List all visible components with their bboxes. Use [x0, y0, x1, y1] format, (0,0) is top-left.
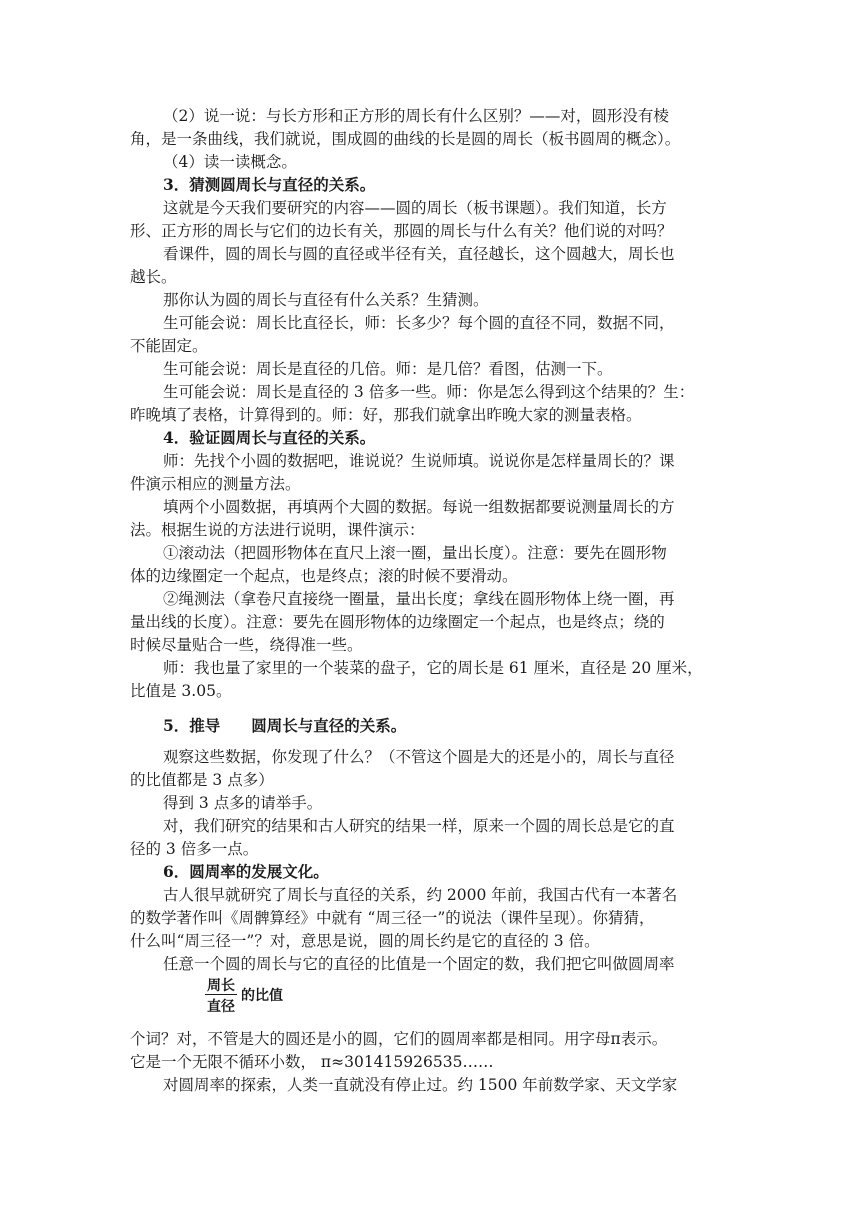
- paragraph-line: 师：我也量了家里的一个装菜的盘子，它的周长是 61 厘米，直径是 20 厘米，: [163, 659, 703, 677]
- paragraph-line: 个词？对，不管是大的圆还是小的圆，它们的圆周率都是相同。用字母π表示。: [130, 1030, 668, 1048]
- paragraph-line: 这就是今天我们要研究的内容——圆的周长（板书课题）。我们知道，长方: [163, 199, 667, 217]
- paragraph-line: 比值是 3.05。: [130, 682, 232, 700]
- paragraph-line: 看课件，圆的周长与圆的直径或半径有关，直径越长，这个圆越大，周长也: [163, 245, 675, 263]
- paragraph-line: （4）读一读概念。: [163, 153, 297, 171]
- section-heading-4: 4．验证圆周长与直径的关系。: [163, 428, 376, 447]
- paragraph-line: 对圆周率的探索，人类一直就没有停止过。约 1500 年前数学家、天文学家: [163, 1076, 678, 1094]
- paragraph-line: 法。根据生说的方法进行说明，课件演示：: [130, 521, 425, 539]
- paragraph-line: 生可能会说：周长是直径的几倍。师：是几倍？看图，估测一下。: [163, 360, 613, 378]
- paragraph-line: 昨晚填了表格，计算得到的。师：好，那我们就拿出昨晚大家的测量表格。: [130, 406, 642, 424]
- paragraph-line: ②绳测法（拿卷尺直接绕一圈量，量出长度；拿线在圆形物体上绕一圈，再: [163, 590, 675, 608]
- paragraph-line: 形、正方形的周长与它们的边长有关，那圆的周长与什么有关？他们说的对吗？: [130, 222, 673, 240]
- paragraph-line: 师：先找个小圆的数据吧，谁说说？生说师填。说说你是怎样量周长的？课: [163, 452, 675, 470]
- paragraph-line: 任意一个圆的周长与它的直径的比值是一个固定的数，我们把它叫做圆周率: [163, 955, 675, 973]
- section-heading-6: 6．圆周率的发展文化。: [163, 862, 329, 881]
- fraction-bar: [205, 994, 237, 995]
- paragraph-line: 角，是一条曲线，我们就说，围成圆的曲线的长是圆的周长（板书圆周的概念）。: [130, 130, 681, 148]
- paragraph-line: 得到 3 点多的请举手。: [163, 794, 323, 812]
- pi-definition-fraction: [205, 975, 295, 1017]
- paragraph-line: 填两个小圆数据，再填两个大圆的数据。每说一组数据都要说测量周长的方: [163, 498, 675, 516]
- paragraph-line: 时候尽量贴合一些，绕得准一些。: [130, 636, 363, 654]
- paragraph-line: 径的 3 倍多一点。: [130, 840, 259, 858]
- paragraph-line: 件演示相应的测量方法。: [130, 475, 301, 493]
- paragraph-line: 越长。: [130, 268, 177, 286]
- paragraph-line: 生可能会说：周长比直径长，师：长多少？每个圆的直径不同，数据不同，: [163, 314, 675, 332]
- paragraph-line: 的数学著作叫《周髀算经》中就有 “周三径一”的说法（课件呈现）。你猜猜，: [130, 909, 655, 927]
- paragraph-line: 生可能会说：周长是直径的 3 倍多一些。师：你是怎么得到这个结果的？生：: [163, 383, 695, 401]
- paragraph-line: 的比值都是 3 点多）: [130, 771, 274, 789]
- paragraph-line: ①滚动法（把圆形物体在直尺上滚一圈，量出长度）。注意：要先在圆形物: [163, 544, 667, 562]
- section-heading-3: 3．猜测圆周长与直径的关系。: [163, 175, 376, 194]
- paragraph-line: 什么叫“周三径一”？对，意思是说，圆的周长约是它的直径的 3 倍。: [130, 932, 600, 950]
- paragraph-line: 不能固定。: [130, 337, 208, 355]
- section-heading-5: 5．推导 圆周长与直径的关系。: [163, 716, 407, 735]
- paragraph-line: 观察这些数据，你发现了什么？（不管这个圆是大的还是小的，周长与直径: [163, 748, 675, 766]
- paragraph-line: 量出线的长度）。注意：要先在圆形物体的边缘圈定一个起点，也是终点；绕的: [130, 613, 665, 631]
- paragraph-line: 体的边缘圈定一个起点，也是终点；滚的时候不要滑动。: [130, 567, 518, 585]
- paragraph-line: （2）说一说：与长方形和正方形的周长有什么区别？——对，圆形没有棱: [163, 107, 669, 125]
- fraction-numerator: 周长: [207, 978, 235, 994]
- paragraph-line: 对，我们研究的结果和古人研究的结果一样，原来一个圆的周长总是它的直: [163, 817, 675, 835]
- fraction-suffix: 的比值: [241, 988, 283, 1004]
- paragraph-line: 古人很早就研究了周长与直径的关系，约 2000 年前，我国古代有一本著名: [163, 886, 678, 904]
- fraction-denominator: 直径: [207, 999, 235, 1015]
- paragraph-line: 它是一个无限不循环小数， π≈301415926535……: [130, 1053, 494, 1071]
- paragraph-line: 那你认为圆的周长与直径有什么关系？生猜测。: [163, 291, 489, 309]
